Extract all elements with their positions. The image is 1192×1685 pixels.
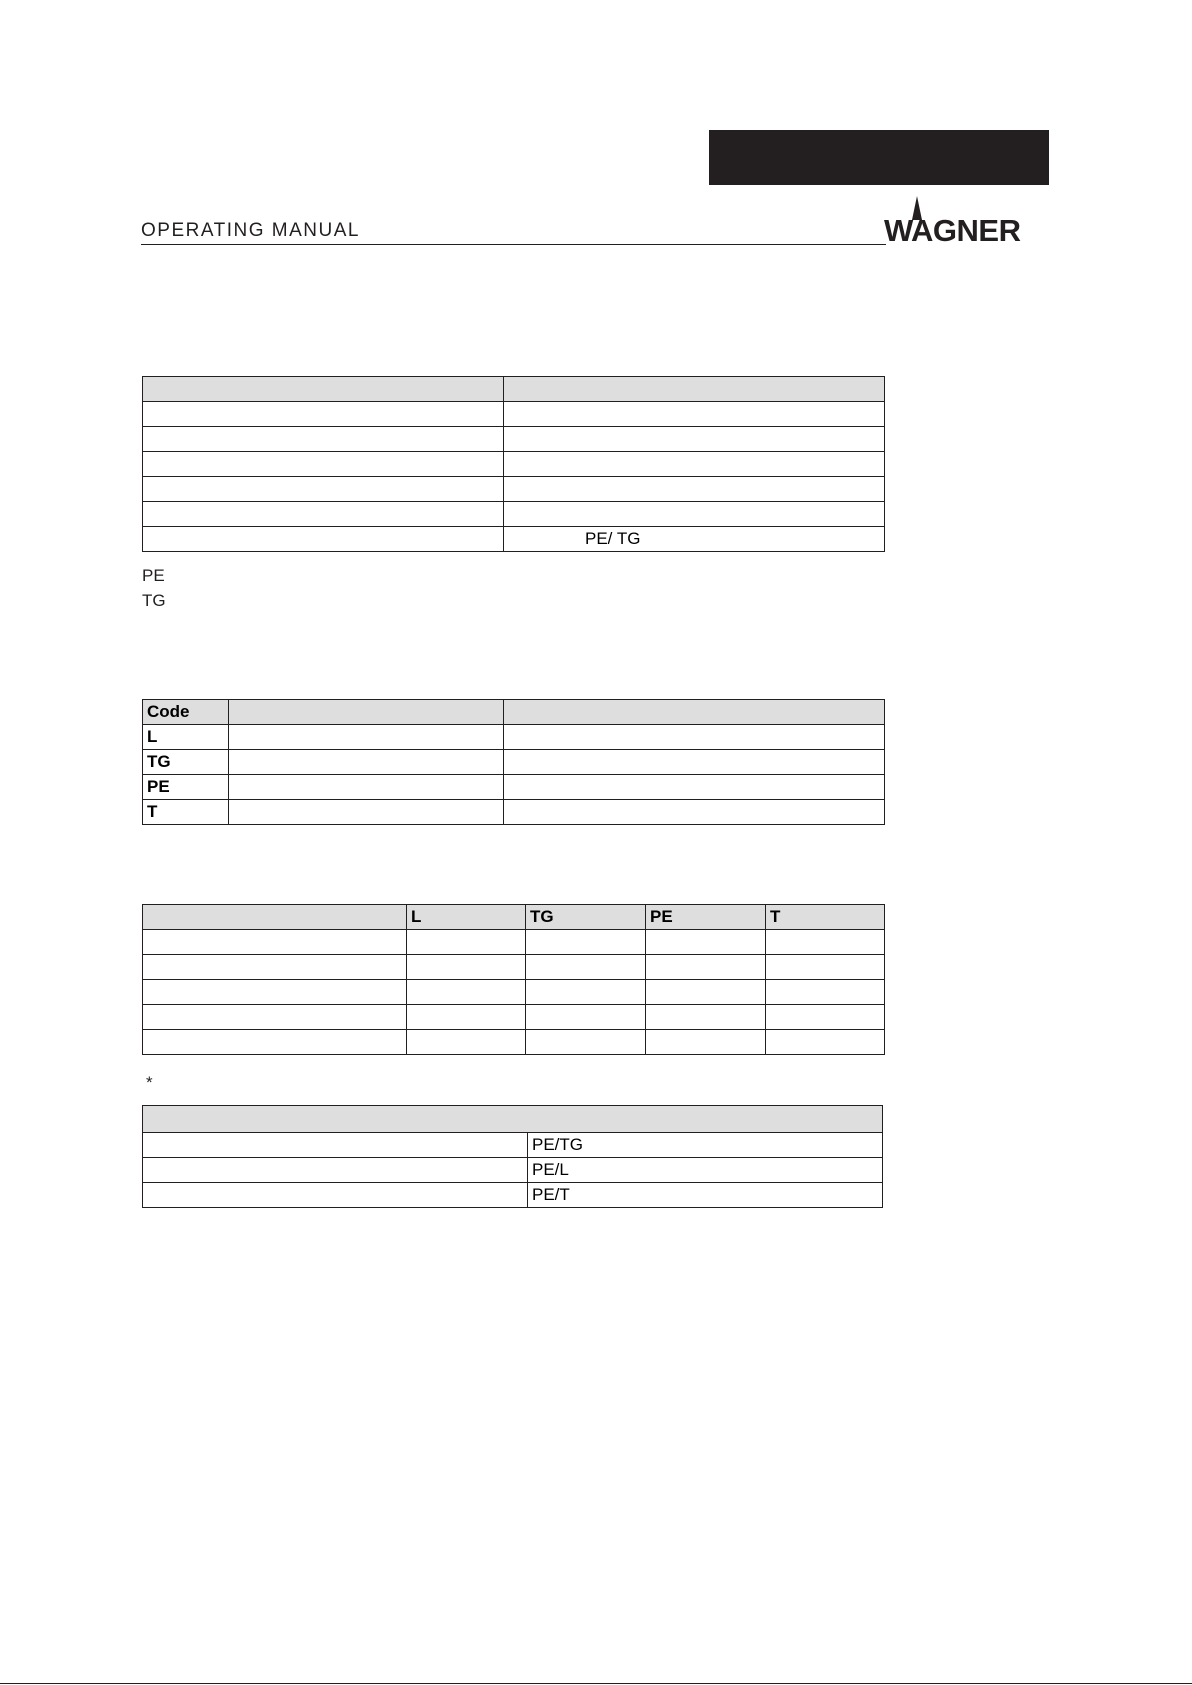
table-cell [526,1030,646,1055]
wagner-logo [884,196,1049,246]
code-cell: T [143,800,229,825]
table-cell [646,1005,766,1030]
table-cell [504,452,885,477]
table-cell [143,1030,407,1055]
table-row [143,800,885,825]
table-cell [143,402,504,427]
table-cell [229,800,504,825]
table-header-cell: PE [646,905,766,930]
table-cell [504,502,885,527]
table-cell [143,1158,528,1183]
table-cell [407,1030,526,1055]
table-header-cell: TG [526,905,646,930]
code-cell: PE [143,775,229,800]
table-row [143,1030,885,1055]
footnote-asterisk: * [146,1073,153,1092]
table-cell [766,930,885,955]
table-cell [143,527,504,552]
table-row [143,1183,883,1208]
table-header-cell [143,1106,883,1133]
table-row [143,1005,885,1030]
table-row [143,527,885,552]
table-row [143,750,885,775]
table-row [143,700,885,725]
table-cell [766,1005,885,1030]
logo-text: WAGNER [884,213,1021,248]
table-row [143,452,885,477]
table-header-cell [504,377,885,402]
table-cell [504,477,885,502]
table-row [143,1133,883,1158]
table-cell [766,955,885,980]
table-row [143,1158,883,1183]
code-cell: TG [143,750,229,775]
table-header-cell [504,700,885,725]
header-black-bar [709,130,1049,185]
table-row [143,930,885,955]
table-cell [526,980,646,1005]
table-row [143,775,885,800]
table-row [143,377,885,402]
matrix-table [142,904,885,1055]
table-cell [143,427,504,452]
footnote-pe: PE [142,566,165,585]
combination-cell: PE/T [528,1183,883,1208]
manual-title: OPERATING MANUAL [141,220,360,241]
table-cell [504,750,885,775]
combination-table [142,1105,883,1208]
table-cell [407,930,526,955]
table-row [143,1106,883,1133]
table-header-cell: L [407,905,526,930]
table-cell [526,930,646,955]
table-cell [766,980,885,1005]
table-cell [526,1005,646,1030]
footnote-tg: TG [142,591,166,610]
table-cell [407,1005,526,1030]
table-cell [229,750,504,775]
table-cell [229,775,504,800]
spec-table-1 [142,376,885,552]
table-cell [766,1030,885,1055]
table-header-cell: T [766,905,885,930]
table-cell [143,1183,528,1208]
table-row [143,427,885,452]
table-cell [646,930,766,955]
table-cell [229,725,504,750]
table-cell [143,955,407,980]
table-header-cell [143,377,504,402]
table-cell [143,502,504,527]
table-cell [143,980,407,1005]
code-cell: L [143,725,229,750]
header-rule [141,244,886,245]
table-cell [526,955,646,980]
table-cell [646,980,766,1005]
combination-cell: PE/L [528,1158,883,1183]
table-cell [504,800,885,825]
code-table [142,699,885,825]
table-cell: PE/ TG [504,527,885,552]
table-row [143,980,885,1005]
table-header-cell [143,905,407,930]
table-row [143,955,885,980]
table-cell [143,930,407,955]
table-row [143,905,885,930]
table-cell [646,955,766,980]
combination-cell: PE/TG [528,1133,883,1158]
table-row [143,502,885,527]
table-cell [646,1030,766,1055]
table-header-cell: Code [143,700,229,725]
table-cell [143,452,504,477]
table-cell [143,1133,528,1158]
table-row [143,477,885,502]
table-cell [504,427,885,452]
table-cell [143,1005,407,1030]
table-cell [504,775,885,800]
table-cell [143,477,504,502]
table-row [143,725,885,750]
table-cell [407,980,526,1005]
table-cell [504,725,885,750]
table-cell [407,955,526,980]
table-header-cell [229,700,504,725]
table-cell [504,402,885,427]
table-row [143,402,885,427]
footer-rule [0,1683,1192,1684]
